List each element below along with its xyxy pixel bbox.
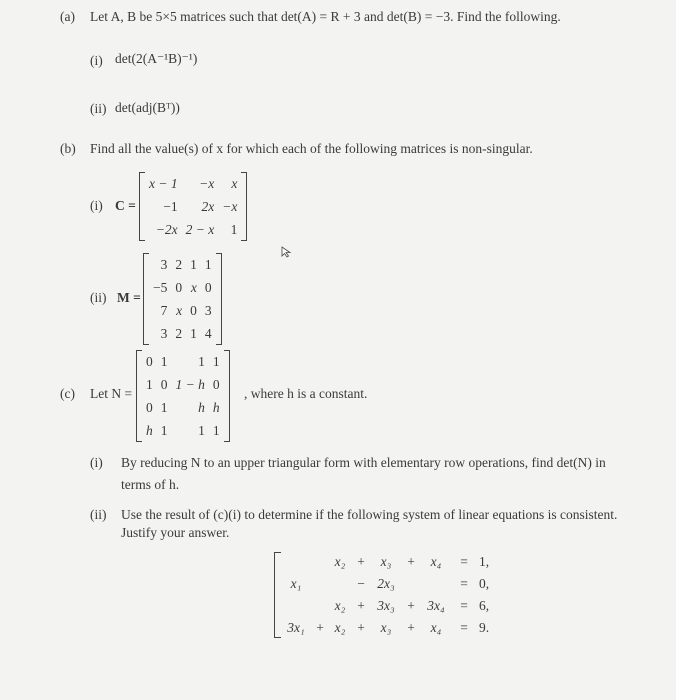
- matrix-c-cell: −1: [163, 198, 178, 214]
- equation-row: x₁ − 2x₃ = 0,: [290, 576, 490, 591]
- matrix-c-cell: −2x: [155, 221, 178, 237]
- matrix-c-cell: 1: [230, 221, 238, 237]
- part-a-statement: Let A, B be 5×5 matrices such that det(A) = R + 3 and det(B) = −3. Find the following.: [90, 9, 561, 24]
- matrix-n-cell: 1: [160, 422, 168, 438]
- matrix-c-cell: −x: [199, 175, 215, 191]
- part-a-i-expression: det(2(A⁻¹B)⁻¹): [115, 51, 198, 66]
- part-b-label: (b): [60, 141, 76, 156]
- matrix-n-cell: h: [212, 399, 220, 415]
- part-b-i-label: (i): [90, 198, 103, 213]
- part-a-i-label: (i): [90, 53, 103, 68]
- matrix-c-name-text: C: [115, 198, 125, 213]
- matrix-m-cell: 2: [175, 325, 183, 341]
- matrix-m-cell: 4: [204, 325, 212, 341]
- matrix-c-cell: x − 1: [149, 175, 178, 191]
- matrix-m-name: M =: [117, 290, 141, 305]
- matrix-n-cell: 1: [146, 376, 153, 392]
- matrix-c-cell: 2 − x: [185, 221, 215, 237]
- matrix-m-cell: 0: [190, 302, 197, 318]
- matrix-m-cell: 1: [190, 325, 197, 341]
- matrix-m-cell: x: [176, 302, 183, 318]
- matrix-n-cell: 0: [160, 376, 168, 392]
- equation-row: x₂ + x₃ + x₄ = 1,: [334, 554, 490, 569]
- matrix-n-cell: 0: [146, 399, 153, 415]
- matrix-n-cell: 1: [160, 399, 168, 415]
- matrix-n-cell: 0: [212, 376, 220, 392]
- part-a-ii-expression: det(adj(Bᵀ)): [115, 100, 180, 115]
- matrix-n: [136, 350, 230, 442]
- matrix-c-cell: −x: [222, 198, 238, 214]
- part-c-where-text: , where h is a constant.: [244, 386, 368, 401]
- matrix-m-cell: −5: [153, 279, 168, 295]
- matrix-n-cell: 1 − h: [175, 376, 205, 392]
- part-c-ii-label: (ii): [90, 507, 107, 522]
- matrix-m-cell: 0: [204, 279, 212, 295]
- part-c-i-label: (i): [90, 455, 103, 470]
- matrix-n-cell: 1: [212, 353, 220, 369]
- matrix-m-cell: 2: [175, 256, 183, 272]
- matrix-n-cell: 1: [198, 353, 205, 369]
- matrix-c-name: C =: [115, 198, 136, 213]
- part-c-ii-text-line2: Justify your answer.: [121, 525, 230, 540]
- matrix-m-cell: 0: [175, 279, 183, 295]
- equation-row: x₂ + 3x₃ + 3x₄ = 6,: [334, 598, 490, 613]
- equation-row: 3x₁ + x₂ + x₃ + x₄ = 9.: [287, 620, 490, 635]
- matrix-m-name-text: M: [117, 290, 130, 305]
- part-b-ii-label: (ii): [90, 290, 107, 305]
- matrix-n-cell: h: [146, 422, 153, 438]
- matrix-n-cell: 1: [212, 422, 220, 438]
- matrix-m-cell: x: [190, 279, 197, 295]
- matrix-m-cell: 3: [204, 302, 212, 318]
- matrix-m-cell: 3: [160, 325, 168, 341]
- linear-system: [280, 551, 498, 639]
- matrix-n-cell: h: [198, 399, 205, 415]
- part-b-statement: Find all the value(s) of x for which each of the following matrices is non-singular.: [90, 141, 533, 156]
- matrix-n-cell: 1: [198, 422, 205, 438]
- part-c-label: (c): [60, 386, 75, 401]
- mouse-cursor-icon: [281, 246, 293, 258]
- matrix-c-cell: 2x: [201, 198, 215, 214]
- matrix-m-cell: 3: [160, 256, 168, 272]
- matrix-c-cell: x: [231, 175, 238, 191]
- part-c-let-text: Let N =: [90, 386, 133, 401]
- matrix-n-cell: 1: [160, 353, 168, 369]
- matrix-c: [139, 172, 247, 241]
- part-c-i-text-line1: By reducing N to an upper triangular form with elementary row operations, find det(N) in: [121, 455, 606, 470]
- part-a-label: (a): [60, 9, 75, 24]
- matrix-m-cell: 1: [204, 256, 212, 272]
- part-c-i-text-line2: terms of h.: [121, 477, 180, 492]
- matrix-m: [143, 253, 222, 345]
- matrix-n-cell: 0: [146, 353, 153, 369]
- part-a-ii-label: (ii): [90, 101, 107, 116]
- matrix-m-cell: 1: [190, 256, 197, 272]
- part-c-ii-text-line1: Use the result of (c)(i) to determine if the following system of linear equations is consistent.: [121, 507, 618, 522]
- matrix-m-cell: 7: [160, 302, 168, 318]
